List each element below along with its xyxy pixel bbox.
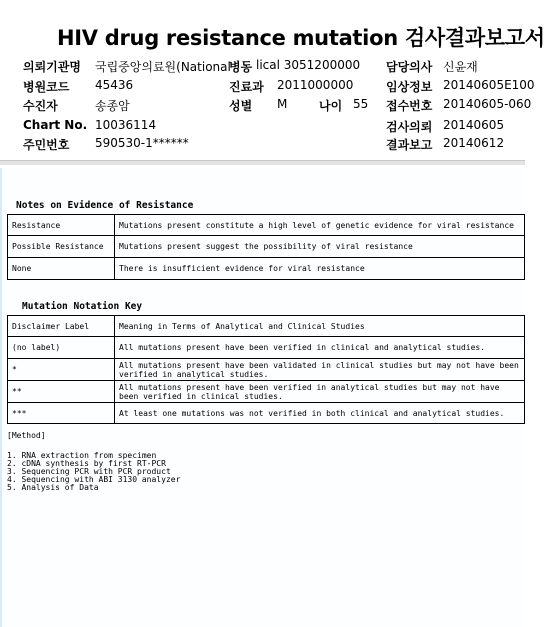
- clinical-info-value: 20140605E100: [443, 78, 535, 92]
- department-label: 진료과: [229, 80, 264, 94]
- clinical-info-label: 임상정보: [386, 80, 433, 94]
- age-label: 나이: [319, 99, 343, 113]
- table-row: [8, 215, 525, 236]
- notation-table: [7, 315, 525, 424]
- test-request-label: 검사의뢰: [386, 120, 433, 134]
- id-no-label: 주민번호: [23, 138, 70, 152]
- department-value: 2011000000: [277, 78, 354, 92]
- notation-desc-cell: At least one mutations was not verified in both clinical and analytical studies.: [115, 403, 525, 424]
- methods-title: [Method]: [7, 431, 46, 440]
- hospital-code-value: 45436: [95, 78, 134, 92]
- notation-header-desc: Meaning in Terms of Analytical and Clinical Studies: [115, 316, 525, 337]
- result-report-value: 20140612: [443, 136, 505, 150]
- table-row: [8, 403, 525, 424]
- notation-header-label: Disclaimer Label: [8, 316, 115, 337]
- table-row: [8, 359, 525, 381]
- method-step: 1. RNA extraction from specimen: [7, 451, 157, 460]
- evidence-label-cell: None: [8, 258, 115, 280]
- test-request-value: 20140605: [443, 118, 505, 132]
- ward-label: 병동: [229, 60, 253, 74]
- report-title: HIV drug resistance mutation 검사결과보고서: [57, 26, 545, 50]
- report-header: [0, 0, 545, 165]
- table-row: [8, 258, 525, 280]
- notation-label-cell: (no label): [8, 337, 115, 359]
- chart-no-value: 10036114: [95, 118, 157, 132]
- doctor-value: 신윤재: [443, 60, 478, 74]
- evidence-label-cell: Possible Resistance: [8, 236, 115, 258]
- header-divider: [0, 160, 525, 165]
- evidence-desc-cell: There is insufficient evidence for viral resistance: [115, 258, 525, 280]
- notation-label-cell: **: [8, 381, 115, 403]
- method-step: 2. cDNA synthesis by first RT-PCR: [7, 459, 166, 468]
- age-value: 55: [353, 97, 369, 111]
- method-step: 3. Sequencing PCR with PCR product: [7, 467, 171, 476]
- evidence-desc-cell: Mutations present suggest the possibility of viral resistance: [115, 236, 525, 258]
- id-no-value: 590530-1******: [95, 136, 189, 150]
- sex-label: 성별: [229, 99, 253, 113]
- sex-value: M: [277, 97, 288, 111]
- evidence-section-title: Notes on Evidence of Resistance: [16, 200, 194, 211]
- patient-label: 수진자: [23, 99, 58, 113]
- evidence-desc-cell: Mutations present constitute a high level of genetic evidence for viral resistance: [115, 215, 525, 236]
- patient-value: 송종암: [95, 99, 130, 113]
- method-step: 5. Analysis of Data: [7, 483, 99, 492]
- notation-section-title: Mutation Notation Key: [22, 301, 143, 312]
- ward-value: lical 3051200000: [256, 58, 361, 72]
- chart-no-label: Chart No.: [23, 118, 88, 132]
- receipt-no-value: 20140605-060: [443, 97, 532, 111]
- notation-desc-cell: All mutations present have been validated in clinical studies but may not have been verified in analytical studies.: [115, 359, 525, 381]
- hospital-code-label: 병원코드: [23, 80, 70, 94]
- method-step: 4. Sequencing with ABI 3130 analyzer: [7, 475, 181, 484]
- table-row: [8, 236, 525, 258]
- evidence-table: [7, 214, 525, 280]
- result-report-label: 결과보고: [386, 138, 433, 152]
- notation-label-cell: *: [8, 359, 115, 381]
- requesting-org-value: 국립중앙의료원(National: [95, 60, 231, 74]
- notation-label-cell: ***: [8, 403, 115, 424]
- notation-desc-cell: All mutations present have been verified in clinical and analytical studies.: [115, 337, 525, 359]
- table-row: [8, 337, 525, 359]
- receipt-no-label: 접수번호: [386, 99, 433, 113]
- evidence-label-cell: Resistance: [8, 215, 115, 236]
- requesting-org-label: 의뢰기관명: [23, 60, 81, 74]
- table-header-row: [8, 316, 525, 337]
- notation-desc-cell: All mutations present have been verified in analytical studies but may not have been verified in clinical studies.: [115, 381, 525, 403]
- doctor-label: 담당의사: [386, 60, 433, 74]
- report-body: [0, 168, 525, 627]
- table-row: [8, 381, 525, 403]
